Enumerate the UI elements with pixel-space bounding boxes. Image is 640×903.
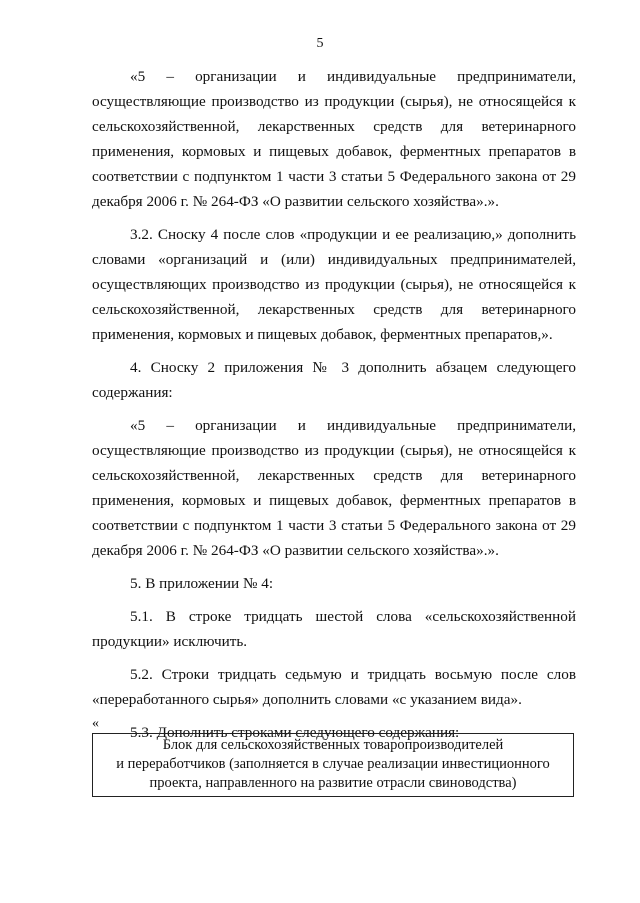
paragraph-footnote-5-b: «5 – организации и индивидуальные предприниматели, осуществляющие производство из продукции (сырья), не относящейся к сельскохозяйственной, лекарственных средств для ветеринарного применения, кормовых и пищевых добавок, ферментных препаратов в соответствии с подпунктом 1 части 3 статьи 5 Федерального закона от 29 декабря 2006 г. № 264-ФЗ «О развитии сельского хозяйства».». xyxy=(92,417,576,559)
table-header-box xyxy=(92,733,574,797)
paragraph-3-2: 3.2. Сноску 4 после слов «продукции и ее реализацию,» дополнить словами «организаций и (или) индивидуальных предпринимателей, осуществляющих производство из продукции (сырья), не относящейся к сельскохозяйственной, лекарственных средств для ветеринарного применения, кормовых и пищевых добавок, ферментных препаратов,». xyxy=(92,226,576,343)
paragraph-5-2: 5.2. Строки тридцать седьмую и тридцать восьмую после слов «переработанного сырья» дополнить словами «с указанием вида». xyxy=(92,666,576,708)
paragraph-5: 5. В приложении № 4: xyxy=(130,575,274,592)
paragraph-5-3: 5.3. Дополнить строками следующего содержания: xyxy=(130,724,460,741)
paragraph-4: 4. Сноску 2 приложения № 3 дополнить абзацем следующего содержания: xyxy=(92,359,576,401)
table-header-line-2: и переработчиков (заполняется в случае реализации инвестиционного xyxy=(116,756,550,772)
table-header-line-3: проекта, направленного на развитие отрасли свиноводства) xyxy=(149,775,517,791)
page-number: 5 xyxy=(316,36,324,51)
paragraph-5-1: 5.1. В строке тридцать шестой слова «сельскохозяйственной продукции» исключить. xyxy=(92,608,576,650)
document-body xyxy=(92,64,576,751)
paragraph-footnote-5-a: «5 – организации и индивидуальные предприниматели, осуществляющие производство из продукции (сырья), не относящейся к сельскохозяйственной, лекарственных средств для ветеринарного применения, кормовых и пищевых добавок, ферментных препаратов в соответствии с подпунктом 1 части 3 статьи 5 Федерального закона от 29 декабря 2006 г. № 264-ФЗ «О развитии сельского хозяйства».». xyxy=(92,68,576,210)
table-header-line-1: Блок для сельскохозяйственных товаропроизводителей xyxy=(162,737,504,753)
opening-quote: « xyxy=(92,716,99,731)
